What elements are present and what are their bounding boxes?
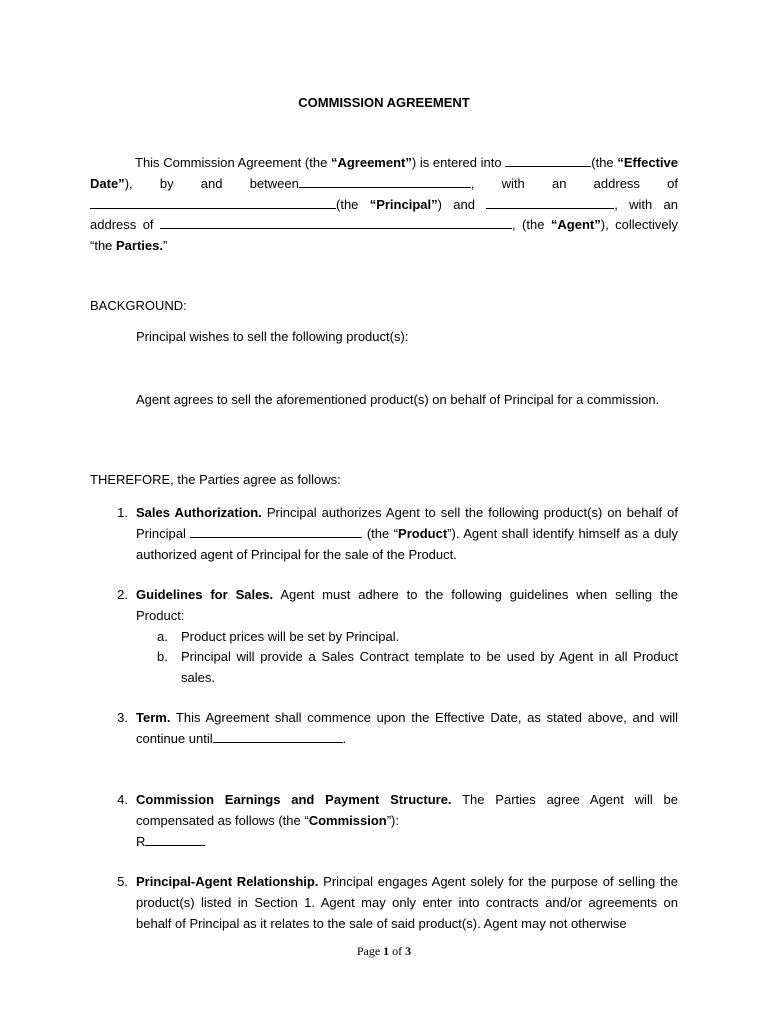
background-line-1: Principal wishes to sell the following product(s):	[136, 329, 409, 344]
clause-heading: Sales Authorization.	[136, 505, 262, 520]
clause-heading: Term.	[136, 710, 171, 725]
commission-amount-blank[interactable]	[145, 833, 205, 846]
term-effective-date: “Effective Date”	[90, 155, 679, 191]
term-end-blank[interactable]	[213, 730, 343, 743]
footer-page-word: Page	[356, 944, 381, 958]
intro-text: ”	[163, 238, 168, 254]
clause-text: .	[342, 730, 347, 746]
clause-heading: Principal-Agent Relationship.	[136, 874, 319, 889]
clause-text: ”). Agent shall identify himself as a duly authorized agent of Principal for the sale of the Product.	[136, 525, 678, 562]
page-footer	[0, 944, 768, 959]
sub-item-b	[157, 647, 678, 689]
background-heading: BACKGROUND:	[90, 298, 187, 313]
term-commission: Commission	[308, 812, 387, 828]
product-blank[interactable]	[190, 525, 362, 538]
clause-body	[136, 790, 678, 832]
sub-letter: b.	[157, 649, 168, 665]
currency-symbol: R	[136, 833, 146, 849]
sub-list	[136, 627, 678, 689]
agent-address-blank[interactable]	[160, 216, 512, 229]
intro-paragraph	[90, 153, 678, 257]
clause-number: 4.	[117, 792, 128, 807]
effective-date-blank[interactable]	[505, 154, 591, 167]
principal-name-blank[interactable]	[299, 175, 471, 188]
clause-1	[108, 503, 678, 565]
clause-text: (the “	[362, 525, 399, 541]
intro-text: , with an address of	[470, 175, 678, 191]
clause-4	[108, 790, 678, 852]
intro-text: ), by and between	[124, 175, 299, 191]
footer-total-pages: 3	[405, 944, 412, 958]
term-agent: “Agent”	[550, 217, 601, 233]
clause-text: Principal authorizes Agent to sell the following product(s) on behalf of Principal	[136, 505, 678, 541]
clause-text: ”):	[386, 812, 399, 828]
clause-2	[108, 585, 678, 689]
clause-heading: Commission Earnings and Payment Structure.	[136, 792, 452, 807]
sub-text: Principal will provide a Sales Contract template to be used by Agent in all Product sales.	[181, 649, 678, 686]
background-line-2: Agent agrees to sell the aforementioned product(s) on behalf of Principal for a commission.	[136, 392, 660, 407]
agent-name-blank[interactable]	[486, 196, 614, 209]
clause-body	[136, 585, 678, 627]
intro-text: (the	[591, 155, 618, 170]
intro-text: ) is entered into	[411, 155, 506, 170]
sub-text: Product prices will be set by Principal.	[181, 628, 400, 644]
clause-body	[136, 708, 678, 750]
clause-3	[108, 708, 678, 750]
clause-number: 3.	[117, 710, 128, 725]
principal-address-blank[interactable]	[90, 196, 336, 209]
sub-item-a	[157, 627, 678, 648]
clause-text: This Agreement shall commence upon the Effective Date, as stated above, and will continue until	[136, 710, 678, 746]
term-agreement: “Agreement”	[330, 155, 412, 170]
clause-body	[136, 872, 678, 934]
commission-amount	[136, 832, 678, 853]
footer-of-word: of	[392, 944, 403, 958]
intro-text: , (the	[511, 217, 551, 233]
clause-heading: Guidelines for Sales.	[136, 587, 274, 602]
clause-number: 5.	[117, 874, 128, 889]
clause-body	[136, 503, 678, 565]
clause-number: 2.	[117, 587, 128, 602]
footer-page-number: 1	[383, 944, 390, 958]
document-title: COMMISSION AGREEMENT	[298, 95, 470, 110]
intro-text: ), collectively “the	[90, 217, 678, 254]
clause-number: 1.	[117, 505, 128, 520]
sub-letter: a.	[157, 628, 168, 644]
clause-text: Principal engages Agent solely for the purpose of selling the product(s) listed in Section 1. Agent may only enter into contracts and/or agreements on behalf of Principal as it relates to the sale of said product(s). Agent may not otherwise	[136, 874, 678, 931]
term-product: Product	[398, 525, 448, 541]
intro-text: (the	[336, 196, 370, 212]
intro-text: This Commission Agreement (the	[135, 155, 331, 170]
term-principal: “Principal”	[369, 196, 438, 212]
therefore-line: THEREFORE, the Parties agree as follows:	[90, 472, 341, 487]
intro-text: , with an address of	[90, 196, 679, 233]
term-parties: Parties.	[116, 238, 163, 254]
clause-5	[108, 872, 678, 934]
clause-text: The Parties agree Agent will be compensated as follows (the “	[136, 792, 678, 828]
intro-text: ) and	[437, 196, 487, 212]
clause-text: Agent must adhere to the following guidelines when selling the Product:	[136, 587, 678, 623]
